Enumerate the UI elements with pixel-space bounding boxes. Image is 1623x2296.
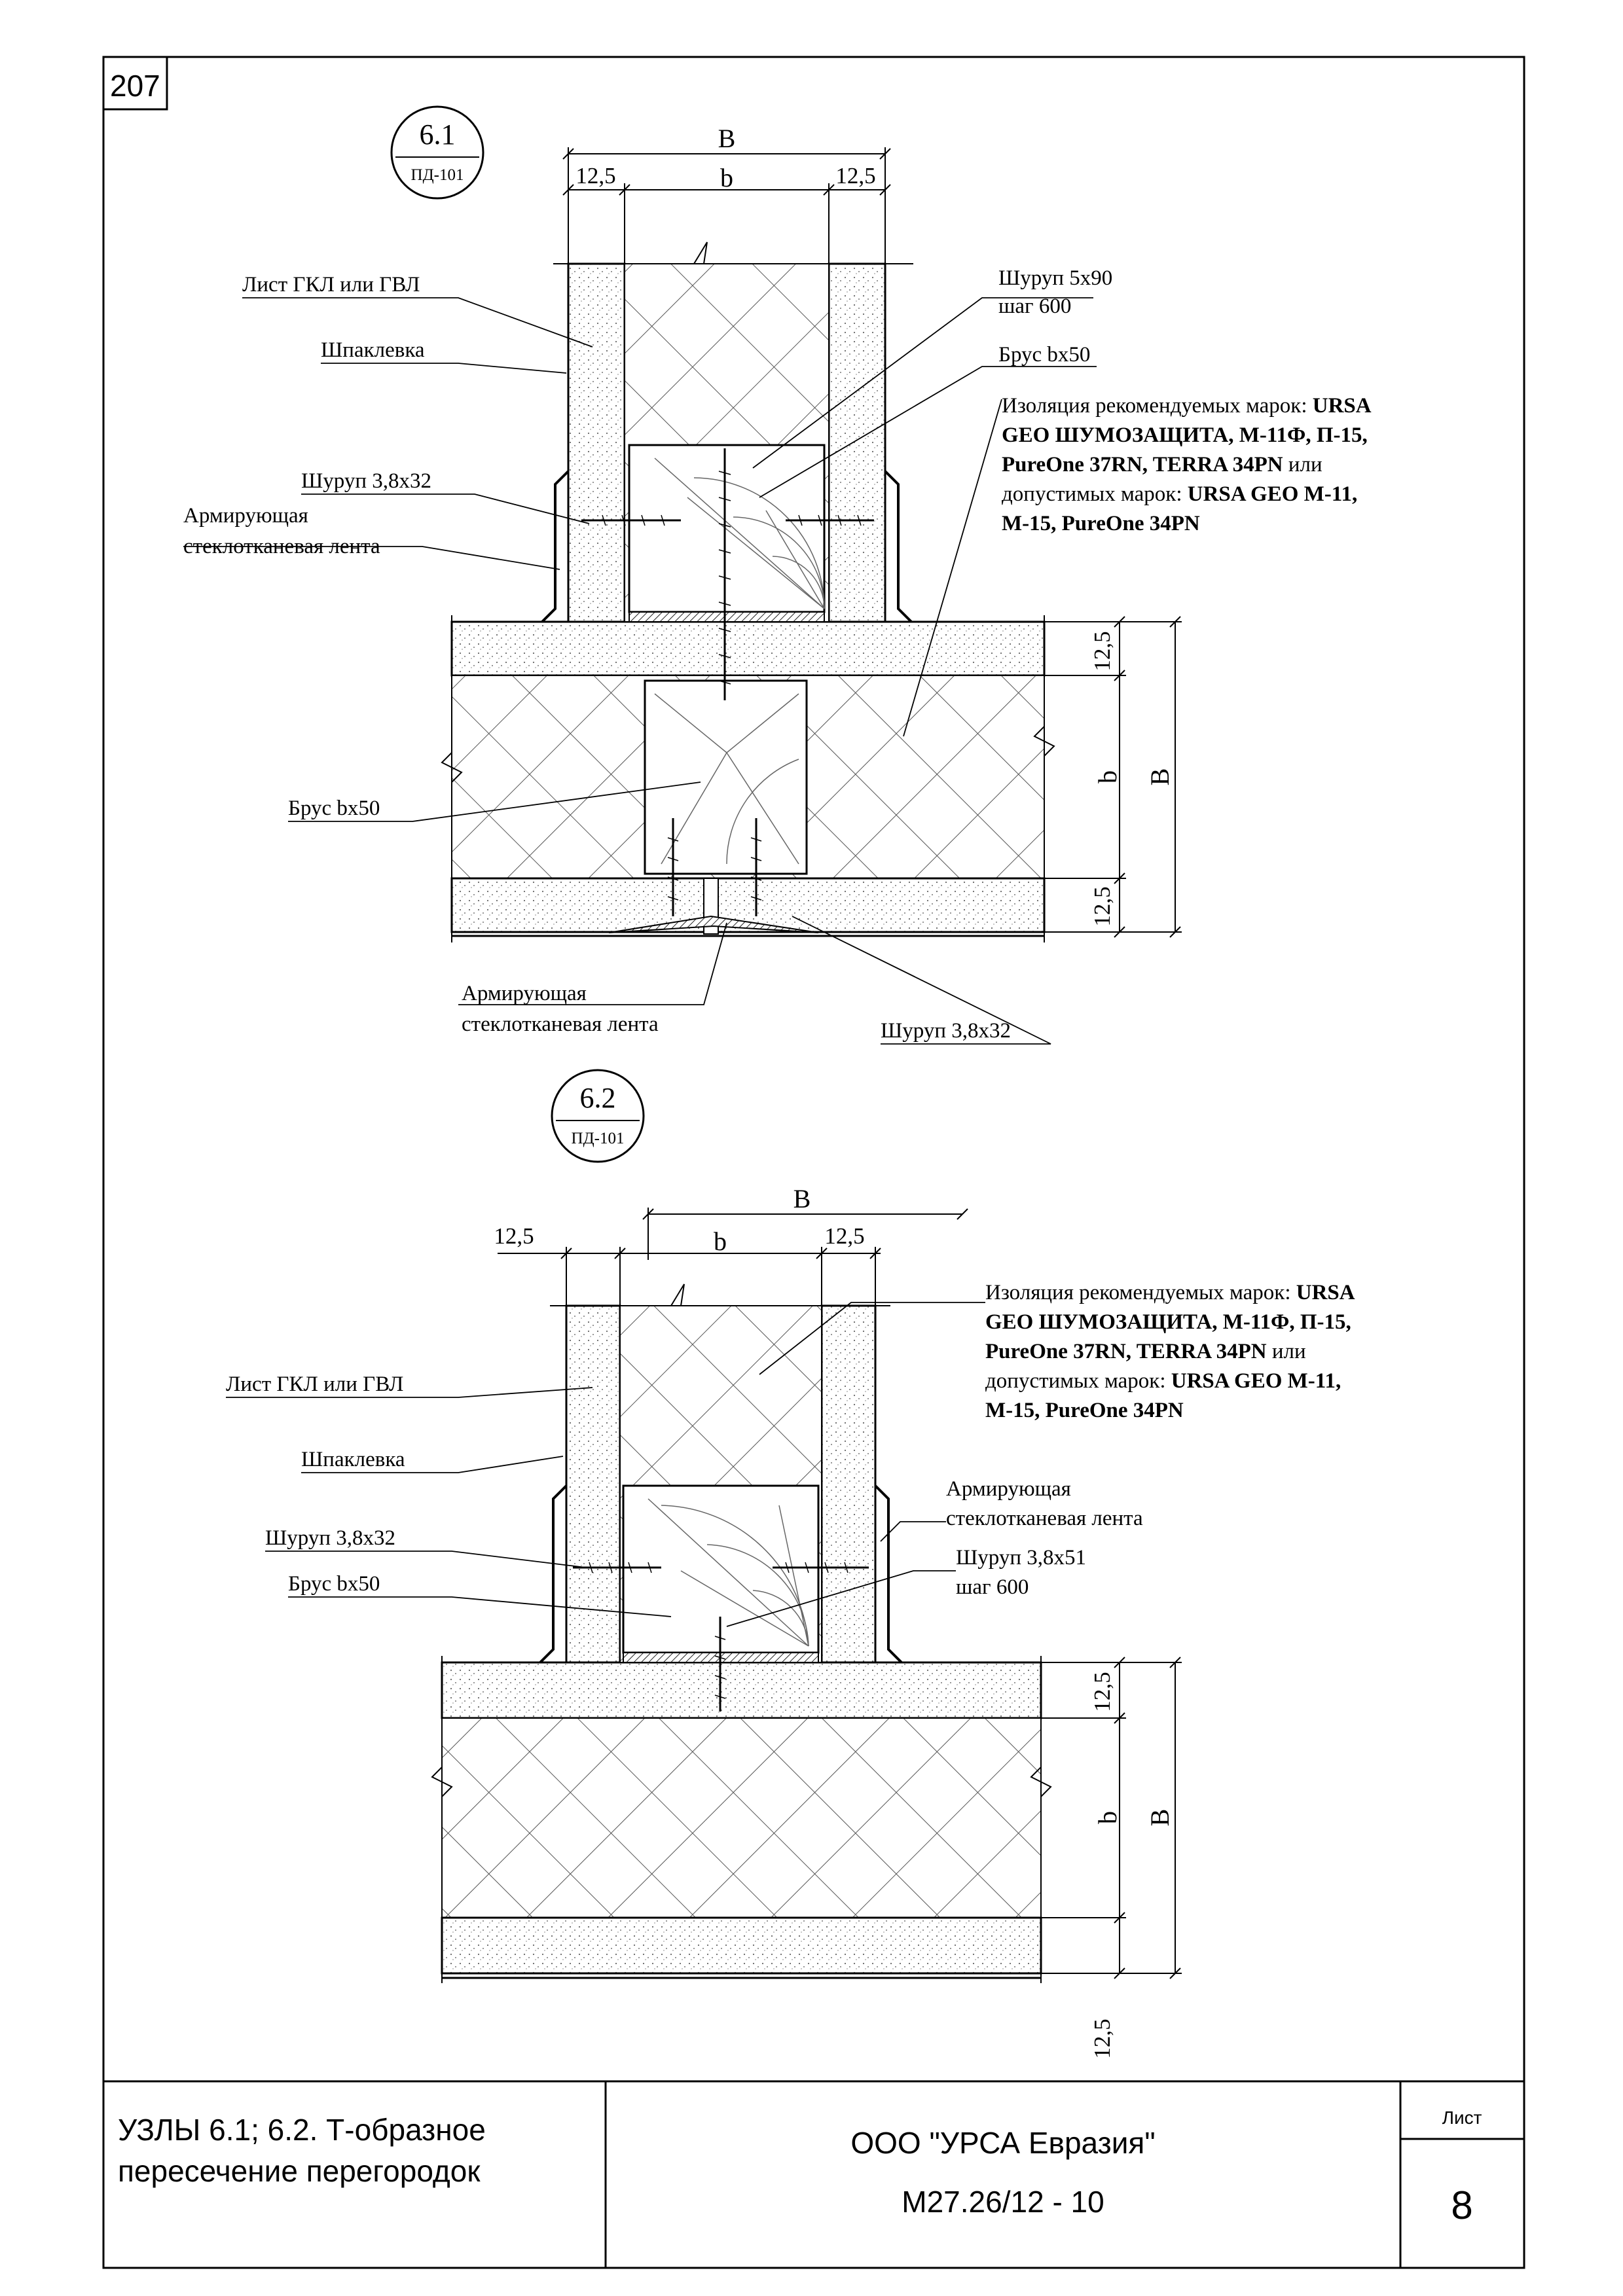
dim-B-v: B	[1145, 768, 1175, 786]
label-putty: Шпаклевка	[321, 338, 425, 362]
node-6-1	[183, 107, 1372, 1044]
label-beam-top: Брус bх50	[998, 343, 1091, 367]
label-tape-bottom-2: стеклотканевая лента	[462, 1013, 659, 1036]
dim-12-5-v-bottom: 12,5	[1089, 886, 1115, 927]
label-screw-bottom: Шуруп 3,8х32	[881, 1019, 1012, 1043]
wall-board-top	[442, 1662, 1041, 1718]
dim-b-v: b	[1093, 1811, 1122, 1824]
partition-board-right	[829, 264, 885, 622]
label-screw-51-1: Шуруп 3,8х51	[956, 1546, 1087, 1570]
partition-board-left	[566, 1306, 620, 1662]
dim-12-5-v-bottom: 12,5	[1089, 2018, 1115, 2059]
sheet-number: 8	[1451, 2183, 1473, 2227]
label-tape-top-1: Армирующая	[183, 504, 308, 528]
title-line-2: пересечение перегородок	[118, 2154, 481, 2188]
label-tape-top-2: стеклотканевая лента	[183, 535, 380, 558]
dim-12-5-v-top: 12,5	[1089, 1672, 1115, 1712]
title-line-1: УЗЛЫ 6.1; 6.2. Т-образное	[118, 2113, 486, 2147]
label-screw-51-2: шаг 600	[956, 1575, 1029, 1599]
wall-insulation	[442, 1718, 1041, 1918]
insulation-line-4: допустимых марок: URSA GEO М-11,	[985, 1369, 1341, 1393]
dim-12-5-left: 12,5	[494, 1223, 534, 1249]
dim-B-top: B	[793, 1184, 811, 1213]
insulation-line-3: PureOne 37RN, TERRA 34PN или	[1002, 453, 1322, 476]
document-code: М27.26/12 - 10	[902, 2185, 1104, 2219]
sheet-label: Лист	[1442, 2108, 1482, 2128]
dim-12-5-left: 12,5	[575, 163, 616, 188]
label-tape-2: стеклотканевая лента	[946, 1507, 1143, 1530]
node-reference: ПД-101	[571, 1130, 625, 1147]
node-mark-6-2	[552, 1070, 644, 1162]
insulation-line-1: Изоляция рекомендуемых марок: URSA	[1002, 394, 1372, 418]
label-beam: Брус bх50	[288, 1572, 380, 1596]
label-screw-5x90-2: шаг 600	[998, 295, 1072, 318]
partition-board-right	[822, 1306, 875, 1662]
node-mark-6-1	[392, 107, 483, 198]
wall-beam	[645, 681, 807, 874]
label-screw-5x90-1: Шуруп 5х90	[998, 266, 1113, 290]
partition-beam	[629, 445, 824, 612]
dim-B-v: B	[1145, 1808, 1175, 1827]
dim-12-5-right: 12,5	[835, 163, 876, 188]
partition-board-left	[568, 264, 625, 622]
insulation-line-4: допустимых марок: URSA GEO М-11,	[1002, 482, 1358, 506]
label-gkl: Лист ГКЛ или ГВЛ	[226, 1372, 404, 1396]
dim-B-top: B	[718, 124, 736, 153]
dims-top-6-2	[498, 1208, 968, 1309]
company-name: ООО "УРСА Евразия"	[850, 2126, 1156, 2160]
node-number: 6.2	[579, 1082, 616, 1114]
wall-board-bottom	[442, 1918, 1041, 1973]
page-number: 207	[110, 69, 160, 103]
wall-board-top	[452, 622, 1044, 675]
label-gkl: Лист ГКЛ или ГВЛ	[242, 273, 420, 296]
node-number: 6.1	[419, 118, 456, 151]
label-tape-bottom-1: Армирующая	[462, 982, 587, 1005]
insulation-line-3: PureOne 37RN, TERRA 34PN или	[985, 1340, 1306, 1363]
insulation-line-2: GEO ШУМОЗАЩИТА, М-11Ф, П-15,	[1002, 423, 1368, 447]
dim-b-top: b	[720, 163, 733, 192]
label-tape-1: Армирующая	[946, 1477, 1071, 1501]
label-beam-bottom: Брус bх50	[288, 797, 380, 820]
insulation-line-5: М-15, PureOne 34PN	[985, 1399, 1184, 1422]
insulation-line-1: Изоляция рекомендуемых марок: URSA	[985, 1281, 1355, 1304]
dim-b-v: b	[1093, 770, 1122, 783]
label-screw-left: Шуруп 3,8х32	[301, 469, 432, 493]
label-putty: Шпаклевка	[301, 1448, 405, 1471]
dim-12-5-v-top: 12,5	[1089, 631, 1115, 672]
insulation-line-2: GEO ШУМОЗАЩИТА, М-11Ф, П-15,	[985, 1310, 1351, 1334]
node-reference: ПД-101	[410, 166, 464, 184]
dim-12-5-right: 12,5	[824, 1223, 865, 1249]
label-screw-left: Шуруп 3,8х32	[265, 1526, 396, 1550]
node-6-2	[226, 1070, 1355, 2059]
insulation-line-5: М-15, PureOne 34PN	[1002, 512, 1200, 535]
dim-b-top: b	[714, 1227, 727, 1256]
